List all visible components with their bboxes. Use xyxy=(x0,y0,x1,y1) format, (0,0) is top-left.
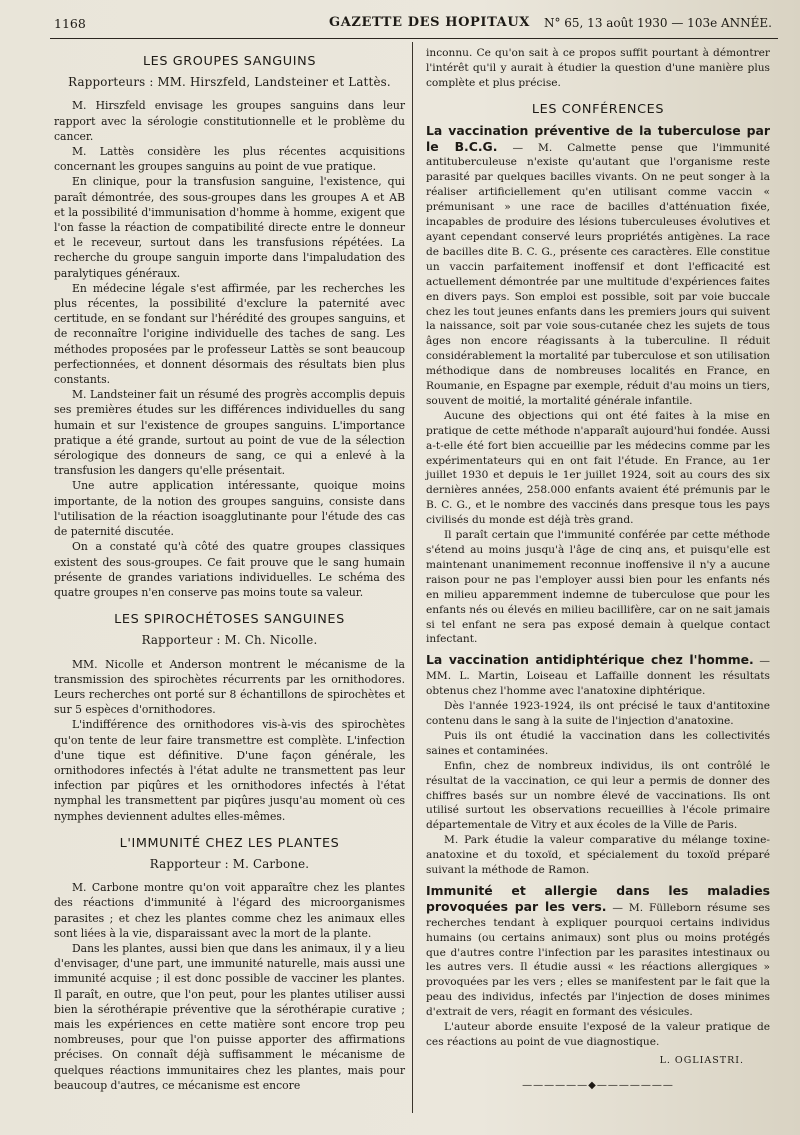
paragraph: En clinique, pour la transfusion sanguine, l'existence, qui paraît démontrée, des sous-groupes dans les groupes A et AB et la possibilité d'immunisation d'homme à homme, exigent que l'on fasse la réaction de compatibilité directe entre le donneur et le receveur, surtout dans les transfusions répétées. La recherche du groupe sanguin importe dans l'impaludation des paralytiques généraux. xyxy=(54,175,405,280)
paragraph: — M. Fülleborn résume ses recherches tendant à expliquer pourquoi certains individus humains (ou certains animaux) sont plus ou moins protégés que d'autres contre l'infection par les parasites intestinaux ou les autres vers. Il étudie aussi « les réactions allergiques » provoquées par les vers ; elles se manifestent par le fait que la peau des individus, infectés par l'injection de doses minimes d'extrait de vers, réagit en formant des vésicules. xyxy=(426,901,771,1019)
section-title-spirochetoses: LES SPIROCHÉTOSES SANGUINES xyxy=(114,612,345,628)
publication-title: GAZETTE DES HOPITAUX xyxy=(329,15,530,30)
rapporteur-line: Rapporteur : M. Ch. Nicolle. xyxy=(141,633,318,648)
paragraph: Dès l'année 1923-1924, ils ont précisé le taux d'antitoxine contenu dans le sang à la suite de l'injection d'anatoxine. xyxy=(426,700,770,727)
paragraph: Puis ils ont étudié la vaccination dans les collectivités saines et contaminées. xyxy=(426,729,770,757)
article-diphtheria xyxy=(426,653,770,699)
rapporteur-line: Rapporteur : M. Carbone. xyxy=(149,856,310,871)
paragraph: M. Lattès considère les plus récentes acquisitions concernant les groupes sanguins au point de vue pratique. xyxy=(54,145,405,174)
end-ornament: ——————◆——————— xyxy=(522,1079,674,1091)
section-title-conferences: LES CONFÉRENCES xyxy=(531,101,665,117)
paragraph: Une autre application intéressante, quoique moins importante, de la notion des groupes sanguins, consiste dans l'utilisation de la réaction isoagglutinante pour l'étude des cas de paternité discutée. xyxy=(54,479,405,539)
paragraph: En médecine légale s'est affirmée, par les recherches les plus récentes, la possibilité d'exclure la paternité avec certitude, en se fondant sur l'hérédité des groupes sanguins, et de reconnaître l'origine individuelle des taches de sang. Les méthodes proposées par le professeur Lattès se sont beaucoup perfectionnées, et donnent désormais des résultats bien plus constants. xyxy=(54,281,405,387)
paragraph: Il paraît certain que l'immunité conférée par cette méthode s'étend au moins jusqu'à l'âge de cinq ans, et puisqu'elle est maintenant unanimement reconnue inoffensive il n'y a aucune raison pour ne pas l'employer aussi bien pour les enfants nés en milieu apparemment indemne de tuberculose que pour les enfants nés ou élevés en milieu bacillifère, car on ne sait jamais si tel enfant ne sera pas exposé demain à quelque contact infectant. xyxy=(426,529,770,646)
paragraph: M. Park étudie la valeur comparative du mélange toxine-anatoxine et du toxoïd, et spécialement du toxoïd préparé suivant la méthode de Ramon. xyxy=(426,834,770,877)
issue-info: N° 65, 13 août 1930 — 103e ANNÉE. xyxy=(543,16,772,30)
article-heading-diphtheria: La vaccination antidiphtérique chez l'homme. xyxy=(426,652,754,668)
header-rule xyxy=(50,38,778,39)
paragraph: L'indifférence des ornithodores vis-à-vis des spirochètes qu'on tente de leur faire transmettre est complète. L'infection d'une tique est définitive. D'une façon générale, les ornithodores infectés à l'état adulte ne transmettent pas leur infection par piqûres et les ornithodores infectés à l'état nymphal les transmettent par piqûres jusqu'au moment où ces nymphes deviennent adultes elles-mêmes. xyxy=(54,718,405,823)
rapporteurs-line: Rapporteurs : MM. Hirszfeld, Landsteiner et Lattès. xyxy=(68,75,391,90)
section-title-groupes-sanguins: LES GROUPES SANGUINS xyxy=(142,54,317,69)
section-title-immunite-plantes: L'IMMUNITÉ CHEZ LES PLANTES xyxy=(119,835,340,851)
continuation-paragraph: inconnu. Ce qu'on sait à ce propos suffit pourtant à démontrer l'intérêt qu'il y aurait à étudier la question d'une manière plus complète et plus précise. xyxy=(426,47,770,89)
article-heading-bcg: La vaccination préventive de la tuberculose par le B.C.G. xyxy=(426,122,770,154)
paragraph: — MM. L. Martin, Loiseau et Laffaille donnent les résultats obtenus chez l'homme avec l'anatoxine diphtérique. xyxy=(426,655,770,698)
paragraph: M. Hirszfeld envisage les groupes sanguins dans leur rapport avec la sérologie constitutionnelle et le problème du cancer. xyxy=(54,99,405,143)
paragraph: M. Carbone montre qu'on voit apparaître chez les plantes des réactions d'immunité à l'égard des microorganismes parasites ; et chez les plantes comme chez les animaux elles sont liées à la vie, disparaissant avec la mort de la plante. xyxy=(54,881,405,940)
paragraph: MM. Nicolle et Anderson montrent le mécanisme de la transmission des spirochètes récurrents par les ornithodores. Leurs recherches ont porté sur 8 échantillons de spirochètes et sur 5 espèces d'ornithodores. xyxy=(54,657,405,717)
right-column xyxy=(426,46,770,1094)
article-heading-allergy: Immunité et allergie dans les maladies provoquées par les vers. xyxy=(426,882,770,914)
page-number: 1168 xyxy=(54,16,86,31)
paragraph: L'auteur aborde ensuite l'exposé de la valeur pratique de ces réactions au point de vue diagnostique. xyxy=(426,1021,770,1048)
article-bcg xyxy=(426,124,770,409)
left-column xyxy=(54,46,405,1093)
column-divider xyxy=(412,42,413,1113)
paragraph: Dans les plantes, aussi bien que dans les animaux, il y a lieu d'envisager, d'une part, une immunité naturelle, mais aussi une immunité acquise ; il est donc possible de vacciner les plantes. Il paraît, en outre, que l'on peut, pour les plantes utiliser aussi bien la sérothérapie préventive que la sérothérapie curative ; mais les expériences en cette matière sont encore trop peu nombreuses, pour que l'on puisse apporter des affirmations précises. On connaît déjà suffisamment le mécanisme de quelques réactions immunitaires chez les plantes, mais pour beaucoup d'autres, ce mécanisme est encore xyxy=(54,941,405,1092)
page-header xyxy=(54,12,772,34)
paragraph: — M. Calmette pense que l'immunité antituberculeuse n'existe qu'autant que l'organisme reste parasité par quelques bacilles vivants. On ne peut songer à la réaliser artificiellement qu'en utilisant comme vaccin « prémunisant » une race de bacilles d'atténuation fixée, incapables de produire des lésions tuberculeuses évolutives et ayant cependant conservé leurs propriétés antigènes. La race de bacilles dite B. C. G., présente ces caractères. Elle constitue un vaccin parfaitement inoffensif et dont l'efficacité est actuellement démontrée par une multitude d'expériences faites en divers pays. Son emploi est possible, soit par voie buccale chez les tout jeunes enfants dans les premiers jours qui suivent la naissance, soit par voie sous-cutanée chez les sujets de tous âges non encore réagissants à la tuberculine. Il réduit considérablement la mortalité par tuberculose et son utilisation méthodique dans de nombreuses localités en France, en Roumanie, en Espagne par exemple, réduit d'au moins un tiers, souvent de moitié, la mortalité générale infantile. xyxy=(426,141,770,407)
paragraph: Enfin, chez de nombreux individus, ils ont contrôlé le résultat de la vaccination, ce qui leur a permis de donner des chiffres basés sur un nombre élevé de vaccinations. Ils ont utilisé surtout les observations recueillies à l'école primaire départementale de Vitry et aux écoles de la Ville de Paris. xyxy=(426,759,770,832)
author-signature: L. OGLIASTRI. xyxy=(659,1054,744,1066)
paragraph: Aucune des objections qui ont été faites à la mise en pratique de cette méthode n'apparaît aujourd'hui fondée. Aussi a-t-elle été fort bien accueillie par les médecins comme par les expérimentateurs qui en ont fait l'étude. En France, au 1er juillet 1930 et depuis le 1er juillet 1924, soit au cours des six dernières années, 258.000 enfants avaient été prémunis par le B. C. G., et le nombre des vaccinés dans presque tous les pays civilisés du monde est déjà très grand. xyxy=(426,409,770,527)
paragraph: On a constaté qu'à côté des quatre groupes classiques existent des sous-groupes. Ce fait prouve que le sang humain présente de grandes variations individuelles. Le schéma des quatre groupes n'en conserve pas moins toute sa valeur. xyxy=(54,540,405,599)
article-allergy xyxy=(426,884,770,1020)
paragraph: M. Landsteiner fait un résumé des progrès accomplis depuis ses premières études sur les différences individuelles du sang humain et sur l'existence de groupes sanguins. L'importance pratique a été grande, surtout au point de vue de la sélection sérologique des donneurs de sang, ce qui a enlevé à la transfusion les dangers qu'elle présentait. xyxy=(54,388,405,478)
